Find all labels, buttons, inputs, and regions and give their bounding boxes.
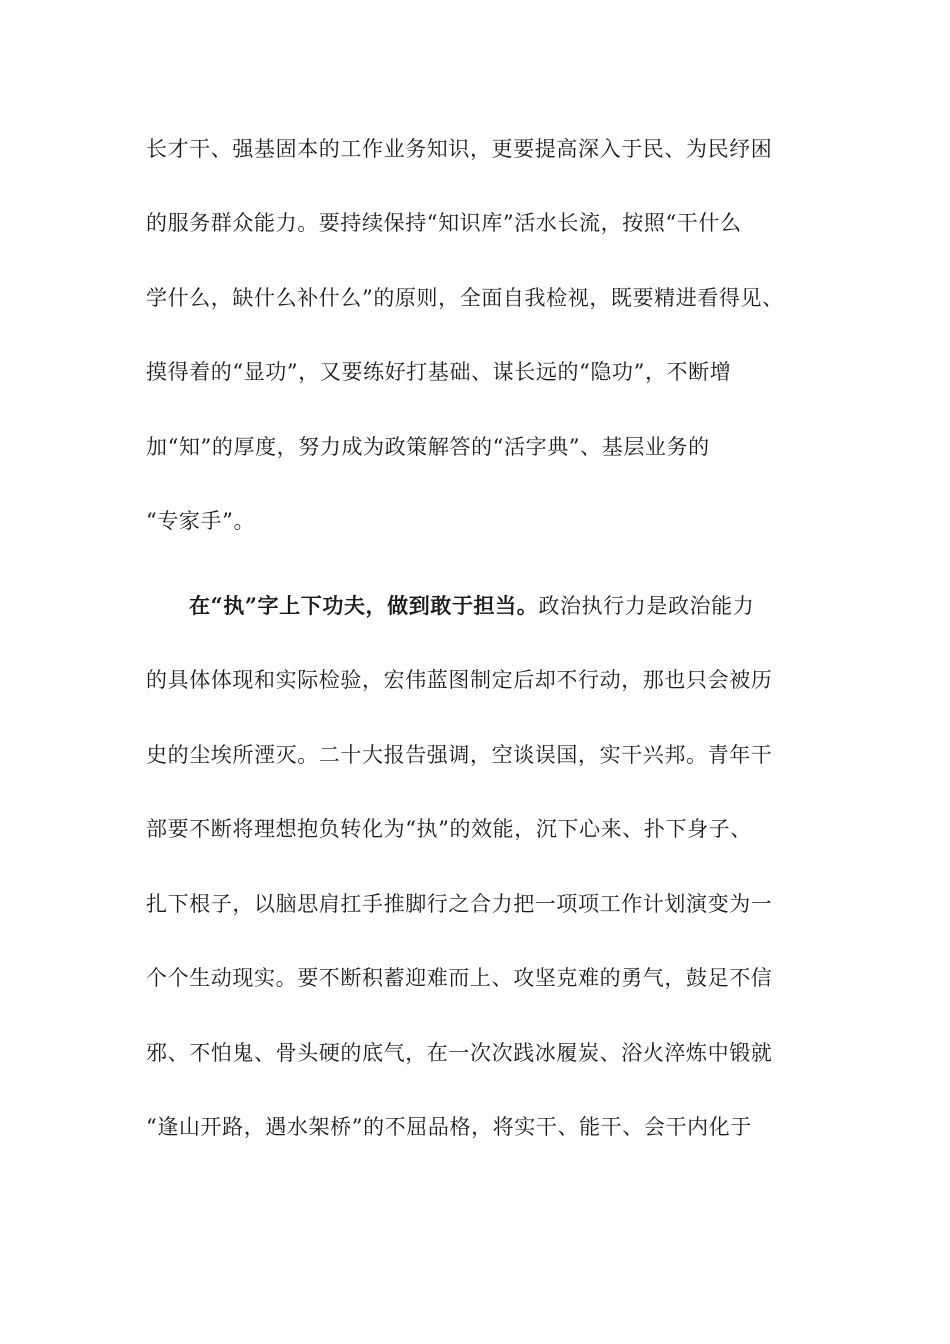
paragraph-1-line-6: “专家手”。 (146, 509, 256, 533)
paragraph-2-heading: 在“执”字上下功夫，做到敢于担当。 (189, 593, 539, 618)
paragraph-2-line-3: 史的尘埃所湮灭。二十大报告强调，空谈误国，实干兴邦。青年干 (146, 743, 773, 767)
paragraph-1-line-4: 摸得着的“显功”，又要练好打基础、谋长远的“隐功”，不断增 (146, 360, 732, 384)
paragraph-2-first-line-rest: 政治执行力是政治能力 (538, 594, 755, 618)
paragraph-2-line-2: 的具体体现和实际检验，宏伟蓝图制定后却不行动，那也只会被历 (146, 668, 773, 692)
paragraph-1-line-1: 长才干、强基固本的工作业务知识，更要提高深入于民、为民纾困 (146, 137, 773, 161)
paragraph-2-line-6: 个个生动现实。要不断积蓄迎难而上、攻坚克难的勇气，鼓足不信 (146, 966, 773, 990)
paragraph-2-line-7: 邪、不怕鬼、骨头硬的底气，在一次次践冰履炭、浴火淬炼中锻就 (146, 1041, 773, 1065)
paragraph-2-line-1 (189, 591, 869, 621)
paragraph-1-line-2: 的服务群众能力。要持续保持“知识库”活水长流，按照“干什么 (146, 211, 742, 235)
paragraph-2-line-5: 扎下根子，以脑思肩扛手推脚行之合力把一项项工作计划演变为一 (146, 892, 773, 916)
paragraph-2-line-4: 部要不断将理想抱负转化为“执”的效能，沉下心来、扑下身子、 (146, 817, 752, 841)
paragraph-1-line-3: 学什么，缺什么补什么”的原则，全面自我检视，既要精进看得见、 (146, 286, 784, 310)
paragraph-1-line-5: 加“知”的厚度，努力成为政策解答的“活字典”、基层业务的 (146, 435, 710, 459)
paragraph-2-line-8: “逢山开路，遇水架桥”的不屈品格，将实干、能干、会干内化于 (146, 1115, 752, 1139)
